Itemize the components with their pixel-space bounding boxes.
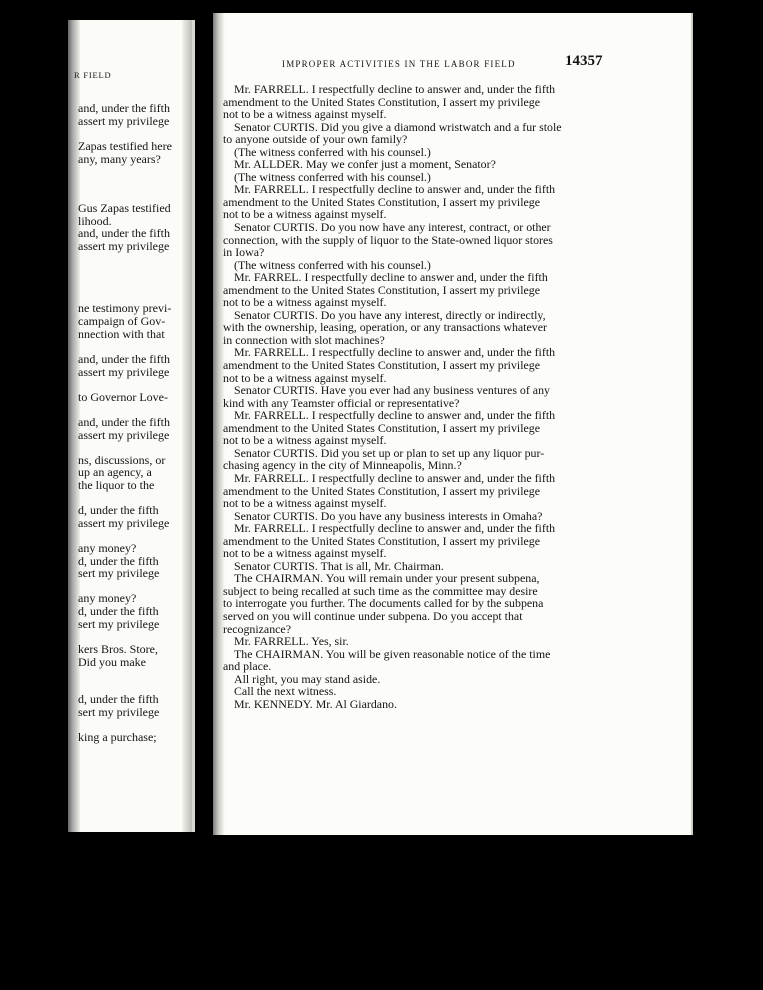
text-line: recognizance? [223,621,291,636]
left-text-line: any money? [78,591,137,605]
left-text-line: any money? [78,541,137,555]
text-line: The CHAIRMAN. You will be given reasonable notice of the time [234,646,551,661]
page-number: 14357 [565,53,603,69]
text-line: Mr. FARRELL. I respectfully decline to answer and, under the fifth [234,470,556,485]
text-line: (The witness conferred with his counsel.) [234,257,431,272]
left-text-line: king a purchase; [78,730,157,744]
left-text-line: sert my privilege [78,617,160,631]
testimony-text [223,83,615,710]
left-text-line: Zapas testified here [78,139,172,153]
text-line: Senator CURTIS. Have you ever had any business ventures of any [234,383,550,398]
left-partial-page [68,20,195,832]
text-line: Mr. FARRELL. Yes, sir. [234,634,349,649]
text-line: Senator CURTIS. Do you have any business interests in Omaha? [234,508,543,523]
left-text-line: and, under the fifth [78,415,170,429]
left-text-line: the liquor to the [78,478,155,492]
left-text-line: sert my privilege [78,566,160,580]
text-line: chasing agency in the city of Minneapolis, Minn.? [223,458,462,473]
left-text-line: up an agency, a [78,465,152,479]
left-text-line: d, under the fifth [78,554,159,568]
left-text-line: ns, discussions, or [78,453,166,467]
left-text-line: Gus Zapas testified [78,201,171,215]
text-line: and place. [223,659,272,674]
text-line: not to be a witness against myself. [223,107,387,122]
left-text-line: assert my privilege [78,365,170,379]
left-text-line: Did you make [78,655,146,669]
text-line: amendment to the United States Constitution, I assert my privilege [223,358,541,373]
text-line: Mr. FARRELL. I respectfully decline to answer and, under the fifth [234,408,556,423]
text-line: (The witness conferred with his counsel.) [234,144,431,159]
left-text-line: ne testimony previ- [78,301,172,315]
text-line: amendment to the United States Constitution, I assert my privilege [223,194,541,209]
left-text-line: to Governor Love- [78,390,168,404]
text-line: Mr. FARRELL. I respectfully decline to answer and, under the fifth [234,82,556,96]
text-line: amendment to the United States Constitution, I assert my privilege [223,533,541,548]
text-line: with the ownership, leasing, operation, or any transactions whatever [223,320,547,335]
left-text-line: assert my privilege [78,239,170,253]
text-line: not to be a witness against myself. [223,433,387,448]
text-line: amendment to the United States Constitution, I assert my privilege [223,420,541,435]
text-line: amendment to the United States Constitution, I assert my privilege [223,483,541,498]
left-text-line: d, under the fifth [78,604,159,618]
text-line: Mr. FARRELL. I respectfully decline to answer and, under the fifth [234,182,556,197]
text-line: in Iowa? [223,245,265,260]
text-line: (The witness conferred with his counsel.) [234,169,431,184]
text-line: kind with any Teamster official or representative? [223,395,460,410]
text-line: not to be a witness against myself. [223,546,387,561]
left-page-edge-shadow [182,20,192,832]
text-line: served on you will continue under subpena. Do you accept that [223,608,523,623]
running-head: IMPROPER ACTIVITIES IN THE LABOR FIELD [282,59,516,69]
text-line: Mr. ALLDER. May we confer just a moment, Senator? [234,157,496,172]
left-text-line: and, under the fifth [78,101,170,115]
text-line: not to be a witness against myself. [223,496,387,511]
text-line: Senator CURTIS. Do you have any interest, directly or indirectly, [234,307,546,322]
text-line: to anyone outside of your own family? [223,132,408,147]
text-line: Mr. FARREL. I respectfully decline to answer and, under the fifth [234,270,548,285]
text-line: Mr. FARRELL. I respectfully decline to answer and, under the fifth [234,345,556,360]
left-text-line: and, under the fifth [78,352,170,366]
left-text-line: sert my privilege [78,705,160,719]
left-text-line: assert my privilege [78,114,170,128]
text-line: Senator CURTIS. Did you set up or plan to set up any liquor pur- [234,445,545,460]
left-text-line: assert my privilege [78,428,170,442]
text-line: not to be a witness against myself. [223,295,387,310]
left-running-head: R FIELD [74,70,112,80]
left-text-line: nnection with that [78,327,165,341]
left-text-line: assert my privilege [78,516,170,530]
text-line: Senator CURTIS. Do you now have any interest, contract, or other [234,220,551,235]
left-text-line: and, under the fifth [78,226,170,240]
text-line: connection, with the supply of liquor to the State-owned liquor stores [223,232,553,247]
text-line: not to be a witness against myself. [223,370,387,385]
text-line: amendment to the United States Constitution, I assert my privilege [223,282,541,297]
text-line: The CHAIRMAN. You will remain under your present subpena, [234,571,540,586]
text-line: Call the next witness. [234,684,337,699]
text-line: amendment to the United States Constitution, I assert my privilege [223,94,541,109]
text-line: in connection with slot machines? [223,332,385,347]
left-text-line: campaign of Gov- [78,314,166,328]
left-text-line: d, under the fifth [78,692,159,706]
left-text-line: any, many years? [78,152,161,166]
text-line: to interrogate you further. The documents called for by the subpena [223,596,544,611]
text-line: Senator CURTIS. That is all, Mr. Chairman. [234,558,444,573]
left-text-line: d, under the fifth [78,503,159,517]
text-line: Mr. FARRELL. I respectfully decline to answer and, under the fifth [234,521,556,536]
main-page [213,13,693,835]
text-line: not to be a witness against myself. [223,207,387,222]
text-line: Senator CURTIS. Did you give a diamond wristwatch and a fur stole [234,119,562,134]
text-line: Mr. KENNEDY. Mr. Al Giardano. [234,696,397,711]
left-text-line: lihood. [78,214,112,228]
text-line: All right, you may stand aside. [234,671,381,686]
left-text-line: kers Bros. Store, [78,642,158,656]
text-line: subject to being recalled at such time as the committee may desire [223,583,538,598]
